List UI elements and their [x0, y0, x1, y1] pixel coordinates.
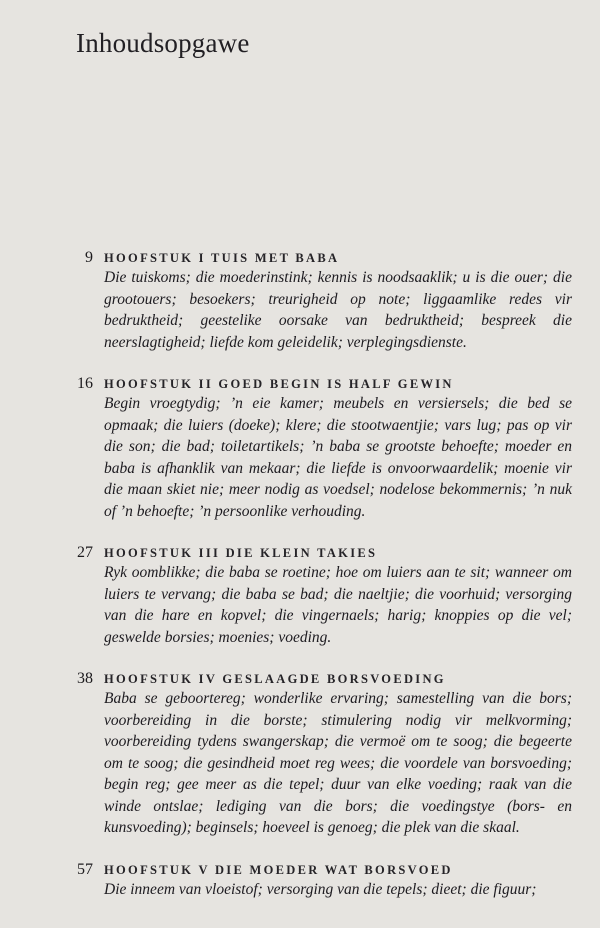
chapter-summary: Ryk oomblikke; die baba se roetine; hoe om luiers aan te sit; wanneer om luiers te vervang; die baba se bad; die naeltjie; die voorhuid; versorging van die hare en kopvel; die vingernaels; harig; knoppies op die vel; geswelde borsies; moenies; voeding.	[104, 564, 572, 646]
page-number: 57	[77, 860, 93, 878]
page-number: 9	[85, 249, 93, 266]
page-number: 27	[77, 544, 93, 561]
chapter-heading: HOOFSTUK V DIE MOEDER WAT BORSVOED	[104, 862, 453, 877]
chapter-heading: HOOFSTUK II GOED BEGIN IS HALF GEWIN	[104, 377, 454, 391]
chapter-summary: Begin vroegtydig; ’n eie kamer; meubels en versiersels; die bed se opmaak; die luiers (doeke); klere; die stootwaentjie; vars lug; pas op vir die son; die bad; toiletartikels; ’n baba se grootste behoefte; moeder en baba is afhanklik van mekaar; die liefde is onvoorwaardelik; moenie vir die maan skiet nie; meer nodig as voedsel; nodelose bekommernis; ’n nuk of ’n behoefte; ’n persoonlike verhouding.	[104, 395, 572, 520]
toc-entry	[0, 668, 600, 839]
chapter-summary: Baba se geboortereg; wonderlike ervaring; samestelling van die bors; voorbereiding in die borste; stimulering nodig vir melkvorming; voorbereiding tydens swangerskap; die vermoë om te soog; die begeerte om te soog; die gesindheid moet reg wees; die voordele van borsvoeding; begin reg; gee meer as die tepel; duur van elke voeding; raak van die winde ontslae; lediging van die bors; die voedingstye (bors- en kunsvoeding); beginsels; hoeveel is genoeg; die plek van die skaal.	[104, 690, 572, 836]
chapter-heading: HOOFSTUK I TUIS MET BABA	[104, 251, 340, 265]
chapter-summary: Die inneem van vloeistof; versorging van die tepels; dieet; die figuur;	[104, 880, 537, 898]
toc-entry	[0, 859, 600, 901]
chapter-summary: Die tuiskoms; die moederinstink; kennis is noodsaaklik; u is die ouer; die grootouers; besoekers; treurigheid op note; liggaamlike redes vir bedruktheid; geestelike oorsake van bedruktheid; bespreek die neerslagtigheid; liefde kom geleidelik; verplegingsdienste.	[104, 269, 572, 351]
page-number: 16	[77, 375, 93, 392]
toc-entry	[0, 247, 600, 353]
toc-entry	[0, 542, 600, 648]
toc-entry	[0, 373, 600, 522]
page-title: Inhoudsopgawe	[76, 28, 250, 58]
chapter-heading: HOOFSTUK III DIE KLEIN TAKIES	[104, 546, 378, 560]
chapter-heading: HOOFSTUK IV GESLAAGDE BORSVOEDING	[104, 672, 446, 686]
table-of-contents	[0, 247, 600, 920]
page-number: 38	[77, 670, 93, 687]
